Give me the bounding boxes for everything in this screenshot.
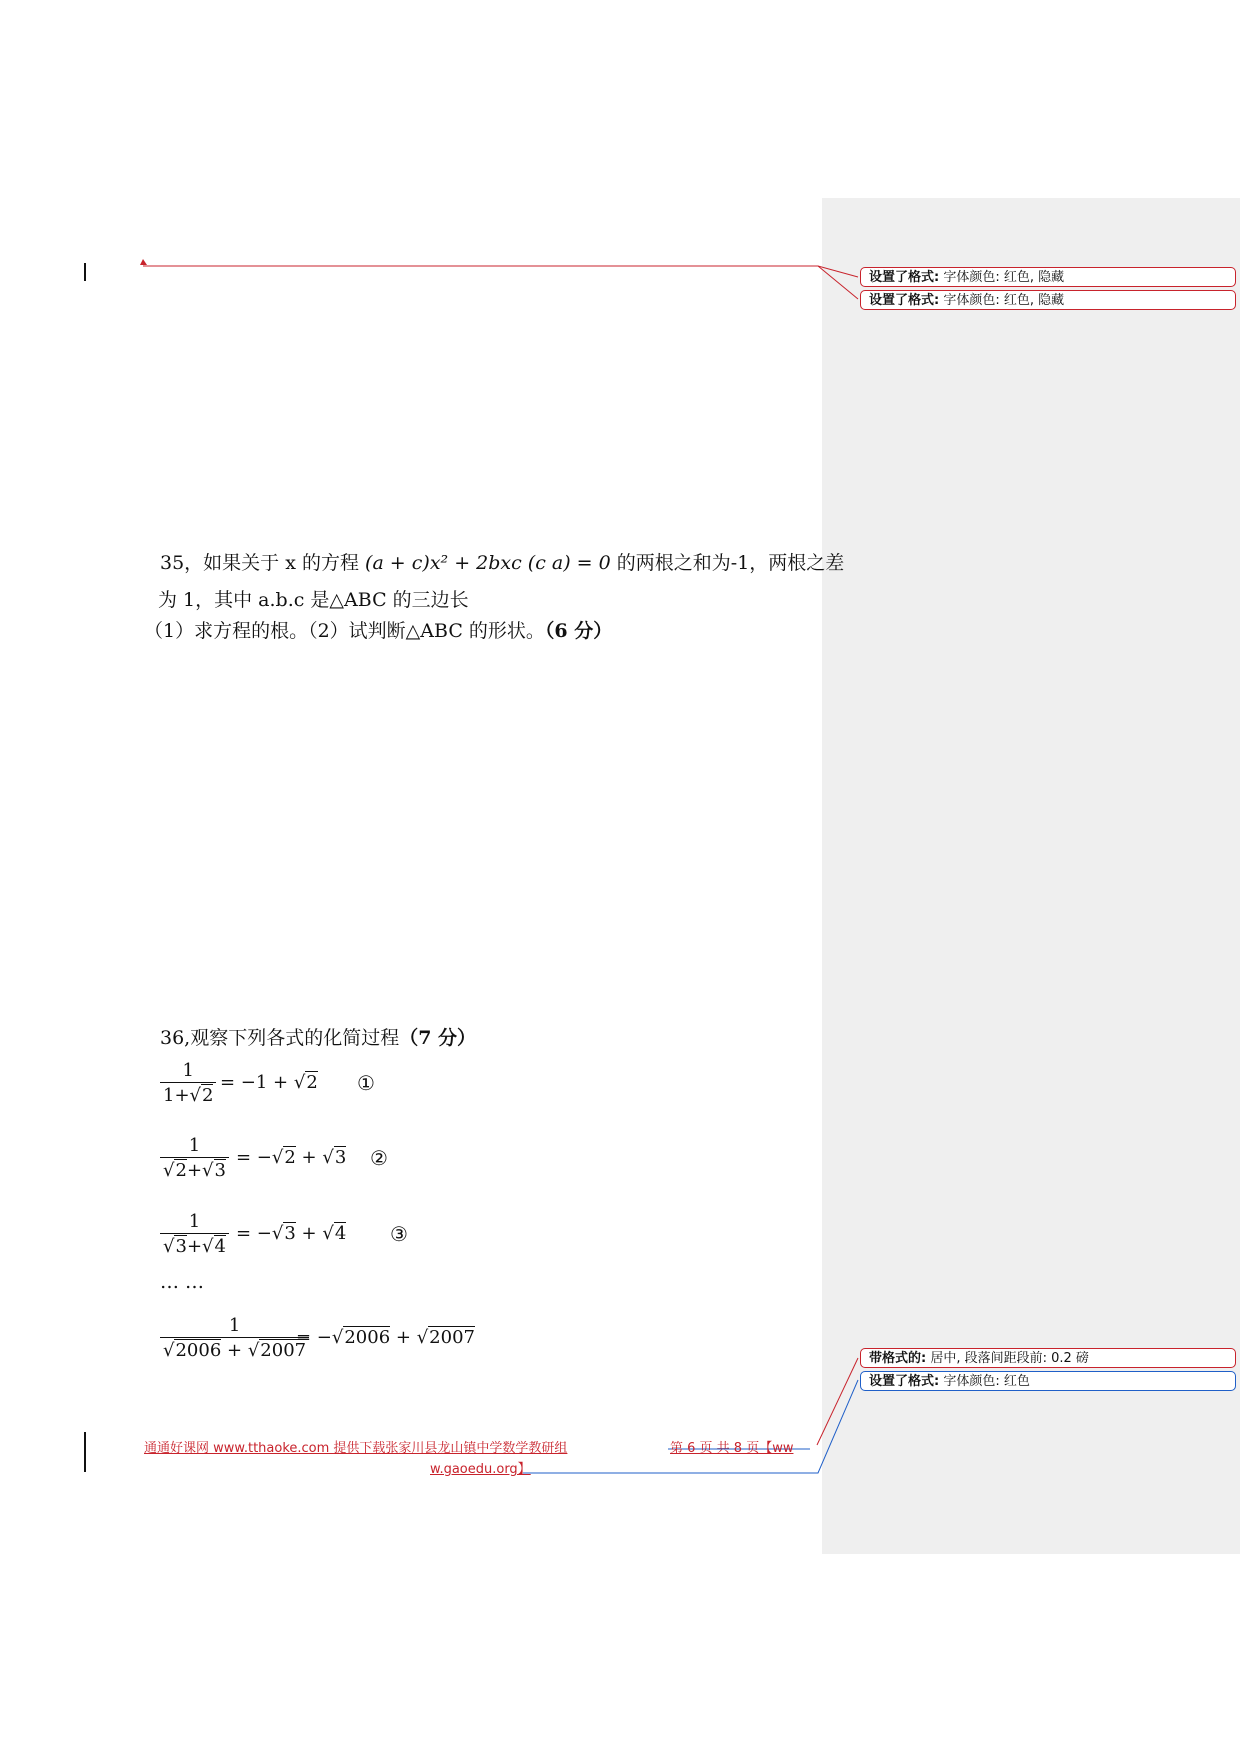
denominator: √2+√3 [160,1157,229,1184]
equation-rhs: = −1 + √2 [220,1072,318,1093]
q35-line2: 为 1，其中 a.b.c 是△ABC 的三边长 [158,589,469,611]
connector-line [143,266,858,277]
circled-number: ② [370,1146,388,1170]
format-balloon[interactable] [860,1371,1236,1391]
connector-line [818,266,858,299]
equation-rhs: = −√2006 + √2007 [296,1327,475,1348]
connector-line [817,1358,858,1445]
denominator: √3+√4 [160,1233,229,1260]
change-bar [84,1432,86,1472]
q35-line3 [144,616,612,643]
numerator: 1 [182,1060,194,1081]
fraction [160,1315,309,1364]
q36-title [160,1023,476,1050]
denominator: 1+√2 [160,1082,216,1109]
fraction [160,1060,216,1109]
equation-rhs: = −√3 + √4 [236,1223,347,1244]
q36-text: 36,观察下列各式的化简过程 [160,1027,400,1049]
q35-text: 的两根之和为-1，两根之差 [616,552,845,574]
q35-equation: (a + c)x² + 2bxc (c a) = 0 [365,552,611,574]
balloon-label: 设置了格式: [869,270,940,285]
equation-rhs: = −√2 + √3 [236,1147,347,1168]
denominator: √2006 + √2007 [160,1337,309,1364]
balloon-text: 居中, 段落间距段前: 0.2 磅 [930,1351,1089,1366]
balloon-text: 字体颜色: 红色 [943,1374,1030,1389]
anchor-marker-icon [140,259,147,265]
numerator: 1 [228,1315,241,1336]
format-balloon[interactable] [860,290,1236,310]
q36-points: （7 分） [399,1027,477,1049]
balloon-label: 设置了格式: [869,293,940,308]
fraction [160,1211,229,1260]
q35-points: （6 分） [544,620,613,642]
format-balloon[interactable] [860,267,1236,287]
fraction [160,1135,229,1184]
circled-number: ① [357,1071,375,1095]
q35-line1 [160,548,844,575]
balloon-text: 字体颜色: 红色, 隐藏 [943,270,1065,285]
footer-link[interactable]: 通通好课网 www.tthaoke.com 提供下载张家川县龙山镇中学数学教研组 [144,1441,568,1456]
q35-text: （1）求方程的根。（2）试判断△ABC 的形状。 [144,620,545,642]
connector-line [523,1380,858,1473]
balloon-label: 设置了格式: [869,1374,940,1389]
q35-text: 35，如果关于 x 的方程 [160,552,359,574]
circled-number: ③ [390,1222,408,1246]
footer-link[interactable]: w.gaoedu.org】 [430,1462,531,1477]
format-balloon[interactable] [860,1348,1236,1368]
footer-page-number: 第 6 页 共 8 页【ww [670,1441,794,1456]
ellipsis: … … [160,1271,205,1293]
balloon-text: 字体颜色: 红色, 隐藏 [943,293,1065,308]
balloon-label: 带格式的: [869,1351,927,1366]
numerator: 1 [188,1211,201,1232]
change-bar [84,263,86,281]
numerator: 1 [188,1135,201,1156]
